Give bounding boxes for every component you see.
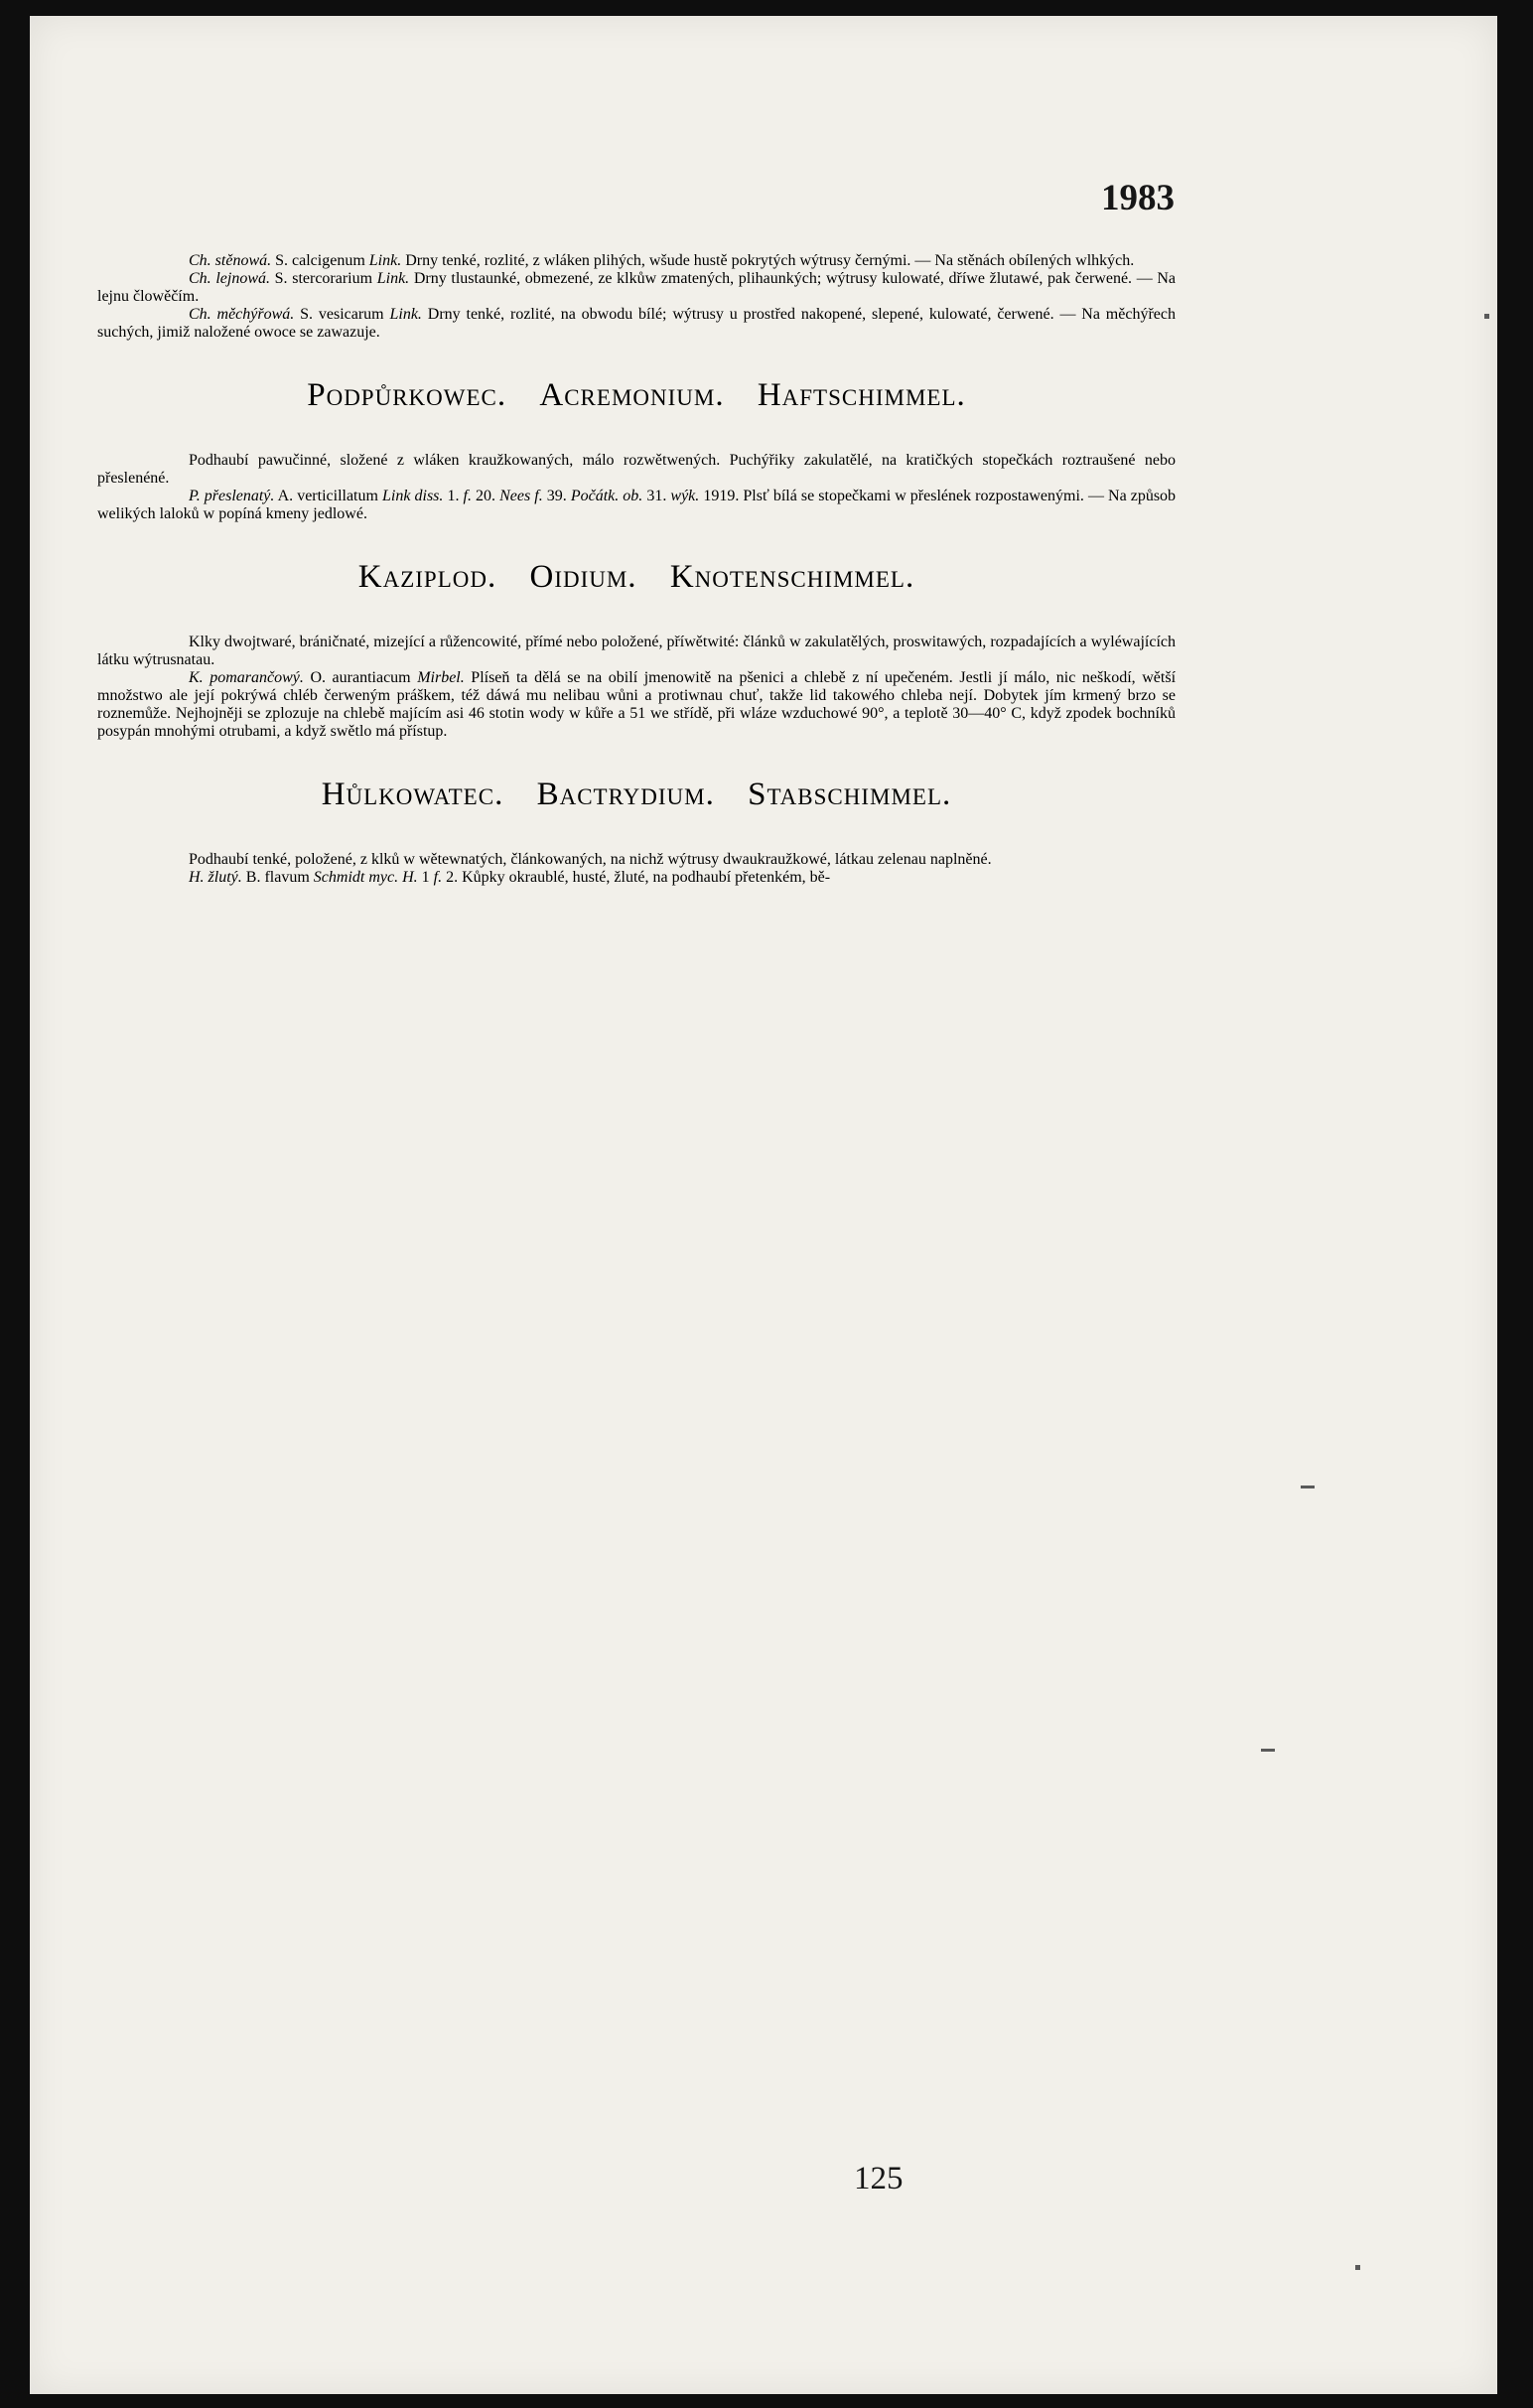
text-run: A. verticillatum	[274, 488, 383, 504]
text-run: Podhaubí pawučinné, složené z wláken kraužkowaných, málo rozwětwených. Puchýřiky zakulatělé, na kratičkých stopečkách roztraušené nebo přeslenéné.	[97, 452, 1176, 487]
text-run: S. vesicarum	[294, 306, 390, 323]
paragraph	[97, 452, 1176, 488]
heading-czech: Kaziplod.	[357, 559, 497, 595]
paragraph	[97, 869, 1176, 887]
text-run: O. aurantiacum	[303, 669, 418, 686]
heading-latin: Acremonium.	[539, 377, 725, 413]
text-run: 1.	[443, 488, 464, 504]
margin-speck	[1355, 2265, 1360, 2270]
italic-term: Ch. lejnowá.	[189, 270, 270, 287]
italic-term: Ch. měchýřowá.	[189, 306, 295, 323]
paragraph	[97, 851, 1176, 869]
text-run: Podhaubí tenké, položené, z klků w wětewnatých, článkowaných, na nichž wýtrusy dwaukraužkowé, látkau zelenau naplněné.	[189, 851, 992, 868]
italic-term: Počátk. ob.	[570, 488, 643, 504]
italic-term: Link.	[368, 252, 402, 269]
italic-term: Schmidt myc. H.	[313, 869, 418, 886]
italic-term: K. pomarančowý.	[189, 669, 304, 686]
margin-speck	[1484, 314, 1489, 319]
margin-speck	[1301, 1486, 1315, 1488]
text-run: 31.	[642, 488, 671, 504]
heading-czech: Podpůrkowec.	[307, 377, 507, 413]
italic-term: Link diss.	[382, 488, 444, 504]
text-run: Drny tenké, rozlité, z wláken plihých, wšude hustě pokrytých wýtrusy černými. — Na stěnách obílených wlhkých.	[401, 252, 1135, 269]
section-heading-podpurkowec	[97, 377, 1176, 414]
italic-term: Link.	[389, 306, 422, 323]
italic-term: Ch. stěnowá.	[189, 252, 272, 269]
text-run: 2. Kůpky okraublé, husté, žluté, na podhaubí přetenkém, bě-	[442, 869, 831, 886]
page-number: 1983	[1101, 178, 1175, 218]
text-run: Klky dwojtwaré, bráničnaté, mizející a růžencowité, přímé nebo položené, příwětwité: článků w zakulatělých, proswitawých, rozpadajících a wyléwajících látku wýtrusnatau.	[97, 634, 1176, 668]
paragraph	[97, 634, 1176, 669]
italic-term: H. žlutý.	[189, 869, 242, 886]
section-1	[97, 252, 1176, 342]
text-run: S. stercorarium	[270, 270, 377, 287]
italic-term: Link.	[376, 270, 410, 287]
paragraph	[97, 488, 1176, 523]
heading-latin: Oidium.	[529, 559, 637, 595]
signature-mark: 125	[854, 2161, 904, 2196]
section-3	[97, 634, 1176, 741]
heading-czech: Hůlkowatec.	[321, 777, 504, 812]
text-run: 1919. Plsť bílá se stopečkami w přeslének rozpostawenými. — Na způsob welikých laloků w popíná kmeny jedlowé.	[97, 488, 1177, 522]
section-heading-hulkowatec	[97, 777, 1176, 813]
italic-term: f.	[463, 488, 472, 504]
section-heading-kaziplod	[97, 559, 1176, 596]
text-run: Drny tenké, rozlité, na obwodu bílé; wýtrusy u prostřed nakopené, slepené, kulowaté, čerwené. — Na měchýřech suchých, jimiž naložené owoce se zawazuje.	[97, 306, 1176, 341]
text-run: Plíseň ta dělá se na obilí jmenowitě na pšenici a chlebě z ní upečeném. Jestli jí málo, nic neškodí, wětší množstwo ale její pokrýwá chléb čerweným práškem, též dáwá mu nelibau wůni a protiwnau chuť, takže lid takowého chleba nejí. Dobytek jím krmený brzo se roznemůže. Nejhojněji se zplozuje na chlebě majícím asi 46 stotin wody w kůře a 51 we střídě, při wláze wzduchowé 90°, a teplotě 30—40° C, když zpodek bochníků posypán mnohými otrubami, a když swětlo má přístup.	[97, 669, 1177, 740]
heading-german: Haftschimmel.	[757, 377, 966, 413]
italic-term: f.	[433, 869, 443, 886]
paragraph	[97, 270, 1176, 306]
page-body	[97, 252, 1176, 887]
heading-latin: Bactrydium.	[536, 777, 715, 812]
paragraph	[97, 252, 1176, 270]
italic-term: P. přeslenatý.	[189, 488, 275, 504]
text-run: Drny tlustaunké, obmezené, ze klkůw zmatených, plihaunkých; wýtrusy kulowaté, dříwe žlutawé, pak čerwené. — Na lejnu člowěčím.	[97, 270, 1177, 305]
paragraph	[97, 306, 1176, 342]
margin-speck	[1261, 1749, 1275, 1752]
italic-term: Mirbel.	[417, 669, 465, 686]
section-4	[97, 851, 1176, 887]
text-run: 1	[417, 869, 434, 886]
text-run: 39.	[542, 488, 571, 504]
italic-term: wýk.	[670, 488, 700, 504]
section-2	[97, 452, 1176, 523]
italic-term: Nees f.	[499, 488, 543, 504]
heading-german: Stabschimmel.	[748, 777, 952, 812]
book-page	[30, 16, 1497, 2394]
heading-german: Knotenschimmel.	[669, 559, 915, 595]
text-run: S. calcigenum	[271, 252, 369, 269]
paragraph	[97, 669, 1176, 741]
text-run: 20.	[471, 488, 500, 504]
text-run: B. flavum	[241, 869, 314, 886]
